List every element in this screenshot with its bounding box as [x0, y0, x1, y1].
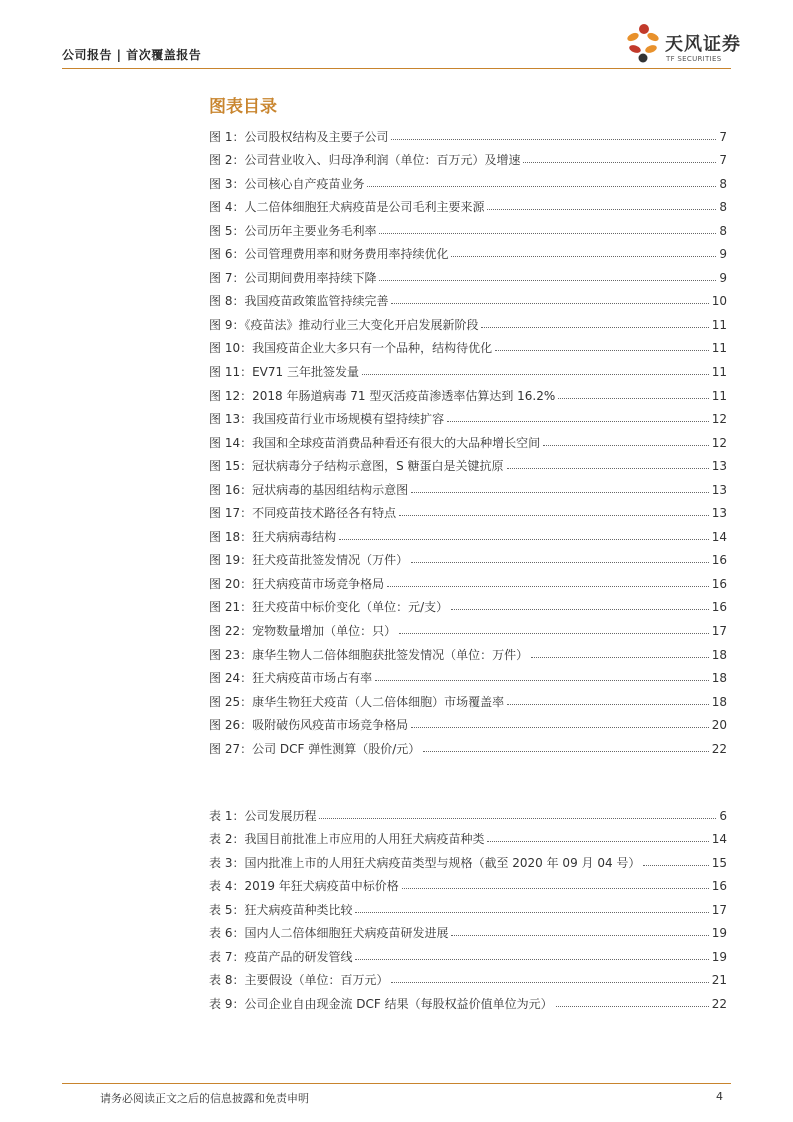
table-entry-page: 17 — [711, 902, 727, 917]
dot-leader — [487, 841, 708, 842]
dot-leader — [423, 751, 708, 752]
footer-disclaimer: 请务必阅读正文之后的信息披露和免责申明 — [100, 1092, 309, 1105]
table-entry-label: 表 9：公司企业自由现金流 DCF 结果（每股权益价值单位为元） — [209, 996, 553, 1011]
figure-entry-label: 图 9：《疫苗法》推动行业三大变化开启发展新阶段 — [209, 317, 479, 332]
figure-entry-label: 图 22：宠物数量增加（单位：只） — [209, 624, 397, 639]
figure-entry-label: 图 3：公司核心自产疫苗业务 — [209, 176, 365, 191]
figure-entry-label: 图 1：公司股权结构及主要子公司 — [209, 129, 389, 144]
figure-entry[interactable] — [209, 426, 727, 450]
figure-entry-label: 图 20：狂犬病疫苗市场竞争格局 — [209, 576, 385, 591]
dot-leader — [391, 139, 716, 140]
figure-entry-label: 图 13：我国疫苗行业市场规模有望持续扩容 — [209, 412, 445, 427]
dot-leader — [402, 888, 709, 889]
table-entry[interactable] — [209, 823, 727, 847]
dot-leader — [391, 982, 708, 983]
table-entry[interactable] — [209, 964, 727, 988]
table-entry-page: 14 — [711, 832, 727, 847]
dot-leader — [399, 515, 709, 516]
dot-leader — [411, 492, 709, 493]
figure-entry-label: 图 17：不同疫苗技术路径各有特点 — [209, 506, 397, 521]
dot-leader — [319, 818, 716, 819]
figure-entry[interactable] — [209, 473, 727, 497]
figure-entry-page: 9 — [719, 270, 727, 285]
header-divider — [62, 68, 731, 69]
figure-entry[interactable] — [209, 614, 727, 638]
dot-leader — [362, 374, 709, 375]
table-entry[interactable] — [209, 846, 727, 870]
dot-leader — [379, 280, 716, 281]
figure-entry-page: 8 — [719, 223, 727, 238]
figure-entry[interactable] — [209, 685, 727, 709]
figure-entry-label: 图 2：公司营业收入、归母净利润（单位：百万元）及增速 — [209, 153, 521, 168]
table-entry[interactable] — [209, 870, 727, 894]
figure-entry[interactable] — [209, 332, 727, 356]
table-entry-label: 表 1：公司发展历程 — [209, 808, 317, 823]
figure-entry[interactable] — [209, 591, 727, 615]
figure-entry-page: 18 — [711, 671, 727, 686]
figure-entry-label: 图 12：2018 年肠道病毒 71 型灭活疫苗渗透率估算达到 16.2% — [209, 388, 556, 403]
figure-entry-label: 图 19：狂犬疫苗批签发情况（万件） — [209, 553, 409, 568]
report-header: 公司报告 | 首次覆盖报告 — [62, 48, 202, 62]
figure-entry-page: 16 — [711, 600, 727, 615]
figure-entry-label: 图 24：狂犬病疫苗市场占有率 — [209, 671, 373, 686]
dot-leader — [487, 209, 716, 210]
table-entry[interactable] — [209, 940, 727, 964]
logo-flower-icon — [625, 22, 663, 66]
dot-leader — [495, 350, 709, 351]
figure-entry[interactable] — [209, 709, 727, 733]
figure-entry-label: 图 11：EV71 三年批签发量 — [209, 365, 359, 380]
table-entry-label: 表 4：2019 年狂犬病疫苗中标价格 — [209, 879, 399, 894]
figure-entry[interactable] — [209, 567, 727, 591]
figure-entry[interactable] — [209, 732, 727, 756]
figure-entry-label: 图 15：冠状病毒分子结构示意图，S 糖蛋白是关键抗原 — [209, 459, 504, 474]
dot-leader — [375, 680, 709, 681]
figure-entry-page: 11 — [711, 341, 727, 356]
figure-entry[interactable] — [209, 285, 727, 309]
dot-leader — [379, 233, 716, 234]
logo-name-en: TF SECURITIES — [666, 55, 722, 63]
figure-entry-label: 图 25：康华生物狂犬疫苗（人二倍体细胞）市场覆盖率 — [209, 694, 505, 709]
table-entry-page: 6 — [719, 808, 727, 823]
dot-leader — [531, 657, 709, 658]
figure-entry-label: 图 4：人二倍体细胞狂犬病疫苗是公司毛利主要来源 — [209, 200, 485, 215]
figure-entry-page: 13 — [711, 506, 727, 521]
figure-entry-page: 10 — [711, 294, 727, 309]
tf-securities-logo — [625, 22, 745, 68]
table-entry[interactable] — [209, 917, 727, 941]
figure-entry[interactable] — [209, 261, 727, 285]
page-number: 4 — [716, 1090, 723, 1103]
dot-leader — [451, 609, 709, 610]
figure-entry-page: 13 — [711, 482, 727, 497]
figure-entry-page: 12 — [711, 435, 727, 450]
dot-leader — [451, 256, 716, 257]
dot-leader — [523, 162, 716, 163]
figure-entry[interactable] — [209, 120, 727, 144]
figure-entry-label: 图 5：公司历年主要业务毛利率 — [209, 223, 377, 238]
table-entry-page: 19 — [711, 926, 727, 941]
figure-entry[interactable] — [209, 167, 727, 191]
table-entry-page: 21 — [711, 973, 727, 988]
figure-entry-page: 7 — [719, 153, 727, 168]
dot-leader — [481, 327, 708, 328]
dot-leader — [367, 186, 716, 187]
figure-entry-page: 18 — [711, 647, 727, 662]
figure-entry-label: 图 7：公司期间费用率持续下降 — [209, 270, 377, 285]
dot-leader — [387, 586, 709, 587]
figure-entry[interactable] — [209, 544, 727, 568]
table-entry-label: 表 6：国内人二倍体细胞狂犬病疫苗研发进展 — [209, 926, 449, 941]
dot-leader — [507, 468, 709, 469]
figure-entry[interactable] — [209, 403, 727, 427]
dot-leader — [355, 912, 708, 913]
figure-entry-label: 图 10：我国疫苗企业大多只有一个品种，结构待优化 — [209, 341, 493, 356]
figure-entry[interactable] — [209, 450, 727, 474]
figure-entry-page: 7 — [719, 129, 727, 144]
figure-entry-page: 17 — [711, 624, 727, 639]
figure-entry[interactable] — [209, 238, 727, 262]
figure-entry-page: 20 — [711, 718, 727, 733]
figure-entry-page: 12 — [711, 412, 727, 427]
table-entry-page: 19 — [711, 949, 727, 964]
figure-entry[interactable] — [209, 497, 727, 521]
toc-title: 图表目录 — [209, 97, 277, 117]
table-entry-page: 15 — [711, 855, 727, 870]
figure-entry-page: 11 — [711, 388, 727, 403]
figure-entry-page: 11 — [711, 365, 727, 380]
dot-leader — [411, 562, 709, 563]
figure-entry-page: 8 — [719, 176, 727, 191]
table-entry[interactable] — [209, 893, 727, 917]
dot-leader — [507, 704, 709, 705]
dot-leader — [339, 539, 709, 540]
figure-entry-label: 图 6：公司管理费用率和财务费用率持续优化 — [209, 247, 449, 262]
figure-entry-page: 18 — [711, 694, 727, 709]
figure-entry-page: 14 — [711, 529, 727, 544]
figure-entry-page: 13 — [711, 459, 727, 474]
dot-leader — [643, 865, 708, 866]
dot-leader — [391, 303, 708, 304]
table-entry-label: 表 3：国内批准上市的人用狂犬病疫苗类型与规格（截至 2020 年 09 月 04 号） — [209, 855, 641, 870]
figure-entry[interactable] — [209, 144, 727, 168]
figure-entry-label: 图 27：公司 DCF 弹性测算（股价/元） — [209, 741, 421, 756]
figure-entry-label: 图 23：康华生物人二倍体细胞获批签发情况（单位：万件） — [209, 647, 529, 662]
figure-entry-label: 图 14：我国和全球疫苗消费品种看还有很大的大品种增长空间 — [209, 435, 541, 450]
table-entry[interactable] — [209, 799, 727, 823]
dot-leader — [543, 445, 709, 446]
figure-entry[interactable] — [209, 638, 727, 662]
figure-entry-page: 11 — [711, 317, 727, 332]
dot-leader — [451, 935, 708, 936]
figure-entry-page: 16 — [711, 553, 727, 568]
dot-leader — [355, 959, 708, 960]
table-entry-label: 表 5：狂犬病疫苗种类比较 — [209, 902, 353, 917]
figure-entry[interactable] — [209, 662, 727, 686]
figure-entry-label: 图 16：冠状病毒的基因组结构示意图 — [209, 482, 409, 497]
table-entry-label: 表 7：疫苗产品的研发管线 — [209, 949, 353, 964]
table-entry-page: 22 — [711, 996, 727, 1011]
dot-leader — [399, 633, 709, 634]
table-list — [209, 799, 727, 1011]
dot-leader — [411, 727, 709, 728]
dot-leader — [556, 1006, 709, 1007]
figure-entry[interactable] — [209, 191, 727, 215]
figure-entry-label: 图 21：狂犬疫苗中标价变化（单位：元/支） — [209, 600, 449, 615]
figure-entry-page: 8 — [719, 200, 727, 215]
figure-entry-label: 图 8：我国疫苗政策监管持续完善 — [209, 294, 389, 309]
dot-leader — [447, 421, 709, 422]
figure-entry[interactable] — [209, 520, 727, 544]
table-entry[interactable] — [209, 987, 727, 1011]
figure-entry-page: 16 — [711, 576, 727, 591]
dot-leader — [558, 398, 708, 399]
figure-entry-page: 9 — [719, 247, 727, 262]
figure-entry[interactable] — [209, 355, 727, 379]
figure-entry-label: 图 26：吸附破伤风疫苗市场竞争格局 — [209, 718, 409, 733]
figure-entry[interactable] — [209, 379, 727, 403]
figure-entry-page: 22 — [711, 741, 727, 756]
logo-name: 天风证券 — [665, 34, 741, 55]
figure-entry[interactable] — [209, 308, 727, 332]
figure-entry-label: 图 18：狂犬病病毒结构 — [209, 529, 337, 544]
footer-divider — [62, 1083, 731, 1084]
table-entry-page: 16 — [711, 879, 727, 894]
table-entry-label: 表 8：主要假设（单位：百万元） — [209, 973, 389, 988]
table-entry-label: 表 2：我国目前批准上市应用的人用狂犬病疫苗种类 — [209, 832, 485, 847]
figure-entry[interactable] — [209, 214, 727, 238]
figure-list — [209, 120, 727, 756]
